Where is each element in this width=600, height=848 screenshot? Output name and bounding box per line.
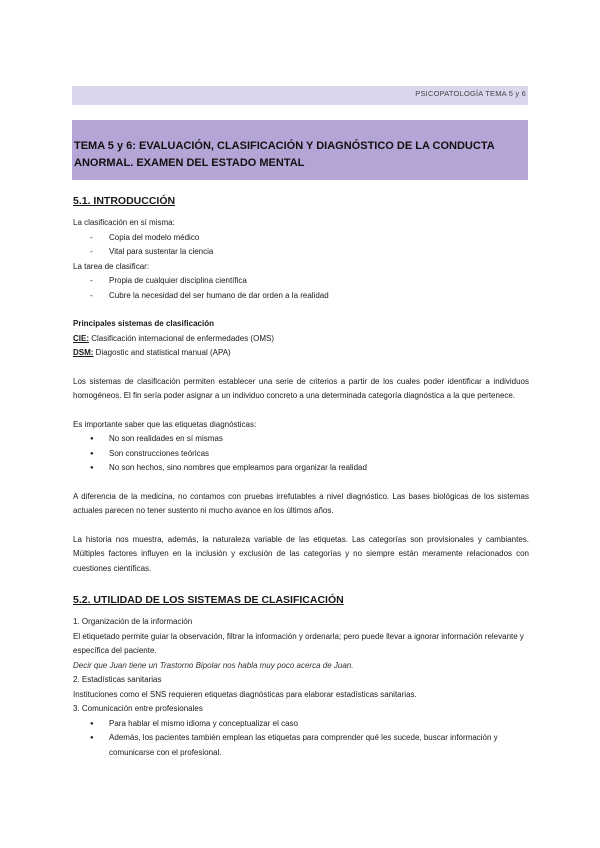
clasificacion-list — [73, 231, 529, 260]
tarea-label: La tarea de clasificar: — [73, 261, 150, 271]
tarea-list — [73, 274, 529, 303]
document-title: TEMA 5 y 6: EVALUACIÓN, CLASIFICACIÓN Y DIAGNÓSTICO DE LA CONDUCTA ANORMAL. EXAMEN DEL ESTADO MENTAL — [74, 140, 495, 169]
paragraph: Los sistemas de clasificación permiten establecer una serie de criterios a partir de los cuales poder identificar a individuos homogéneos. El fin sería poder asignar a un individuo concreto a una determinada categoría diagnóstica a la que pertenece. — [73, 376, 529, 400]
list-item: ● No son realidades en sí mismas — [73, 432, 529, 447]
document-body — [73, 190, 529, 760]
item1-example: Decir que Juan tiene un Trastorno Bipolar nos habla muy poco acerca de Juan. — [73, 660, 354, 670]
cie-text: Clasificación internacional de enfermedades (OMS) — [89, 333, 274, 343]
dsm-abbr: DSM: — [73, 348, 94, 357]
list-item: - Propia de cualquier disciplina científica — [73, 274, 529, 289]
item2-text: Instituciones como el SNS requieren etiquetas diagnósticas para elaborar estadísticas sanitarias. — [73, 689, 417, 699]
item1-title: 1. Organización de la información — [73, 617, 193, 626]
list-item: - Copia del modelo médico — [73, 231, 529, 246]
paragraph: La historia nos muestra, además, la naturaleza variable de las etiquetas. Las categorías son provisionales y cambiantes. Múltiples factores influyen en la inclusión y exclusión de las categorías y no siempre están meramente relacionados con cuestiones científicas. — [73, 534, 529, 573]
title-banner — [72, 120, 528, 180]
clasificacion-label: La clasificación en sí misma: — [73, 218, 175, 227]
item3-title: 3. Comunicación entre profesionales — [73, 704, 203, 713]
list-item: ● No son hechos, sino nombres que empleamos para organizar la realidad — [73, 461, 529, 476]
list-item: ● Son construcciones teóricas — [73, 447, 529, 462]
cie-abbr: CIE: — [73, 333, 89, 343]
list-item: ● Además, los pacientes también emplean las etiquetas para comprender qué les sucede, buscar información y comunicarse con el profesional. — [73, 731, 529, 760]
etiquetas-label: Es importante saber que las etiquetas diagnósticas: — [73, 419, 257, 429]
paragraph: A diferencia de la medicina, no contamos con pruebas irrefutables a nivel diagnóstico. Las bases biológicas de los sistemas actuales parecen no tener sustento ni mucho avance en los últimos años. — [73, 491, 529, 515]
running-header — [72, 86, 528, 105]
item1-text: El etiquetado permite guiar la observación, filtrar la información y ordenarla; pero puede llevar a ignorar información relevante y específica del paciente. — [73, 631, 524, 655]
list-item: ● Para hablar el mismo idioma y conceptualizar el caso — [73, 717, 529, 732]
list-item: - Vital para sustentar la ciencia — [73, 245, 529, 260]
comunicacion-list — [73, 717, 529, 761]
section-heading-utilidad: 5.2. UTILIDAD DE LOS SISTEMAS DE CLASIFICACIÓN — [73, 594, 344, 606]
running-header-text: PSICOPATOLOGÍA TEMA 5 y 6 — [415, 89, 526, 98]
item2-title: 2. Estadísticas sanitarias — [73, 675, 162, 684]
section-heading-introduccion: 5.1. INTRODUCCIÓN — [73, 195, 176, 207]
dsm-text: Diagostic and statistical manual (APA) — [93, 348, 231, 357]
etiquetas-list — [73, 432, 529, 476]
sistemas-label: Principales sistemas de clasificación — [73, 319, 214, 328]
dsm-line — [73, 346, 529, 361]
cie-line — [73, 332, 529, 347]
list-item: - Cubre la necesidad del ser humano de dar orden a la realidad — [73, 289, 529, 304]
